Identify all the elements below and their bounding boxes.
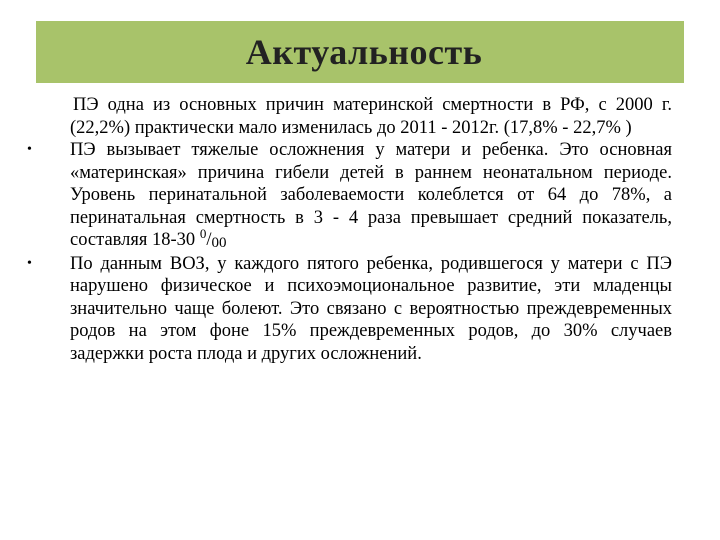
permille-sup: 0 <box>199 226 207 241</box>
slide-content <box>20 94 672 365</box>
paragraph-1 <box>20 94 672 139</box>
paragraph-2-text: ПЭ вызывает тяжелые осложнения у матери и ребенка. Это основная «материнская» причина гибели детей в раннем неонатальном периоде. Уровень перинатальной заболеваемости колеблется от 64 до 78%, а перинатальная смертность в 3 - 4 раза превышает средний показатель, составляя 18-30 <box>70 140 672 250</box>
paragraph-3-text: По данным ВОЗ, у каждого пятого ребенка, родившегося у матери с ПЭ нарушено физическое и психоэмоциональное развитие, эти младенцы значительно чаще болеют. Это связано с вероятностью преждевременных родов на этом фоне 15% преждевременных родов, до 30% случаев задержки роста плода и других осложнений. <box>70 253 672 364</box>
permille-slash: / <box>206 230 212 250</box>
paragraph-2 <box>20 139 672 253</box>
slide-title: Актуальность <box>245 32 483 72</box>
bullet-icon: • <box>27 255 32 271</box>
bullet-icon: • <box>27 142 32 157</box>
permille-sub: 00 <box>211 235 227 251</box>
paragraph-3 <box>20 253 672 366</box>
title-bar <box>36 21 684 83</box>
paragraph-1-text: ПЭ одна из основных причин материнской смертности в РФ, с 2000 г. (22,2%) практически мало изменилась до 2011 - 2012г. (17,8% - 22,7% ) <box>70 95 672 138</box>
